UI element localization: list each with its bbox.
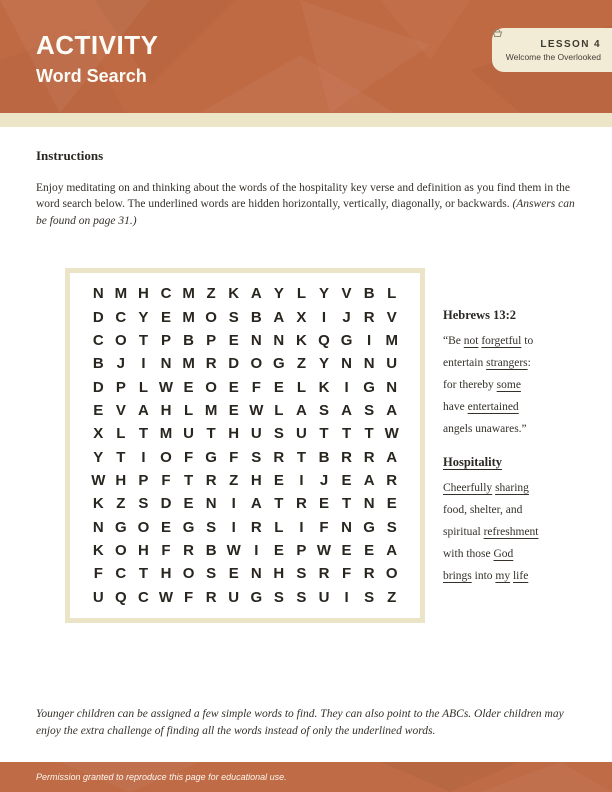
grid-letter: A [341,401,352,419]
grid-letter: R [296,495,307,513]
grid-letter: K [92,542,104,560]
grid-letter: T [138,425,148,443]
grid-letter: U [183,425,194,443]
grid-letter: T [183,472,194,490]
grid-letter: X [93,425,104,443]
grid-letter: M [182,285,195,303]
series-title: Welcome the Overlooked [505,51,601,62]
grid-letter: T [319,425,329,443]
grid-letter: B [363,285,375,303]
grid-letter: L [296,378,306,396]
grid-letter: N [273,331,285,349]
grid-letter: T [364,425,374,443]
text-line: with those God [443,548,514,560]
grid-letter: F [251,378,261,396]
grid-letter: A [250,285,262,303]
text-segment: (Answers can be found on page 31.) [36,198,575,228]
grid-letter: A [386,542,398,560]
grid-letter: S [138,495,149,513]
grid-letter: K [318,378,330,396]
grid-letter: E [318,495,329,513]
grid-letter: S [273,588,284,606]
grid-letter: N [205,495,217,513]
grid-letter: S [296,588,307,606]
grid-letter: E [386,495,397,513]
grid-letter: O [160,448,172,466]
grid-letter: S [228,308,239,326]
grid-letter: P [160,331,171,349]
grid-letter: Y [273,285,284,303]
grid-letter: T [296,448,306,466]
grid-letter: G [363,378,375,396]
grid-letter: M [159,425,173,443]
grid-letter: O [115,331,127,349]
grid-letter: I [321,308,327,326]
grid-letter: C [138,588,149,606]
grid-letter: F [161,542,171,560]
text-line: angels unawares.” [443,423,527,435]
grid-letter: N [250,565,262,583]
grid-letter: S [296,565,307,583]
grid-letter: R [273,448,285,466]
grid-letter: T [341,425,352,443]
grid-letter: V [115,401,126,419]
grid-letter: S [386,518,397,536]
grid-letter: E [228,378,239,396]
grid-letter: Y [93,448,104,466]
footnote: Younger children can be assigned a few simple words to find. They can also point to the ABCs. Older children may enjoy the extra challenge of finding all the words instead of only the underlined words. [36,707,564,737]
verse-heading: Hebrews 13:2 [443,308,517,322]
grid-letter: B [250,308,262,326]
grid-letter: T [138,565,148,583]
grid-letter: I [299,518,304,536]
grid-letter: I [299,472,304,490]
grid-letter: M [114,285,128,303]
grid-letter: P [206,331,217,349]
text-line: brings into my life [443,570,529,582]
grid-letter: R [386,472,398,490]
grid-letter: Q [115,588,127,606]
footer-bar [0,762,612,792]
grid-letter: O [205,308,217,326]
grid-letter: G [205,448,217,466]
grid-letter: K [228,285,240,303]
instructions-heading: Instructions [36,148,104,163]
grid-letter: R [205,472,217,490]
grid-letter: W [249,401,264,419]
grid-letter: F [341,565,352,583]
grid-letter: E [341,542,352,560]
grid-letter: I [254,542,259,560]
grid-letter: M [385,331,398,349]
grid-letter: N [341,518,352,536]
header-divider-strip [0,113,612,127]
grid-letter: R [363,308,375,326]
grid-letter: H [273,565,285,583]
text-line: “Be not forgetful to [443,335,534,347]
grid-letter: Y [318,285,329,303]
page-subtitle: Word Search [36,66,147,86]
grid-letter: N [363,495,375,513]
grid-letter: E [228,565,239,583]
grid-letter: Q [318,331,330,349]
grid-letter: I [141,448,146,466]
grid-letter: A [273,308,285,326]
grid-letter: H [138,285,149,303]
text-line: spiritual refreshment [443,526,539,538]
grid-letter: A [138,401,149,419]
grid-letter: B [183,331,194,349]
grid-letter: S [206,565,217,583]
instructions-body [36,180,583,231]
grid-letter: O [182,565,195,583]
grid-letter: S [206,518,217,536]
grid-letter: D [92,378,104,396]
grid-letter: O [385,565,398,583]
grid-letter: O [115,542,127,560]
grid-letter: H [160,401,172,419]
grid-letter: B [318,448,330,466]
sidebar [443,308,589,587]
lesson-badge [492,28,612,72]
grid-letter: A [386,401,398,419]
grid-letter: S [251,448,262,466]
grid-letter: X [296,308,307,326]
grid-letter: H [115,472,127,490]
grid-letter: E [364,542,375,560]
grid-letter: O [205,378,217,396]
grid-letter: L [387,285,397,303]
grid-letter: C [160,285,172,303]
grid-letter: U [318,588,330,606]
grid-letter: M [182,308,195,326]
text-line: food, shelter, and [443,504,523,516]
grid-letter: R [205,355,217,373]
grid-letter: R [205,588,217,606]
grid-letter: N [363,355,375,373]
text-line: for thereby some [443,379,521,391]
grid-letter: D [228,355,240,373]
text-segment: Enjoy meditating on and thinking about the words of the hospitality key verse and definition as you find them in the word search below. The underlined words are hidden horizontally, vertically, diagonally, or backwards. [36,181,571,211]
grid-letter: N [341,355,352,373]
grid-letter: T [116,448,126,466]
grid-letter: I [231,495,236,513]
grid-letter: U [250,425,262,443]
grid-letter: M [182,355,195,373]
grid-letter: Z [116,495,126,513]
grid-letter: C [115,565,127,583]
grid-letter: F [161,472,171,490]
lesson-number: LESSON 4 [540,38,601,50]
grid-letter: Y [138,308,149,326]
grid-letter: N [92,518,104,536]
grid-letter: L [274,518,284,536]
grid-letter: L [183,401,194,419]
grid-letter: T [206,425,216,443]
grid-letter: A [296,401,307,419]
grid-letter: C [92,331,104,349]
grid-letter: E [228,401,239,419]
grid-letter: V [341,285,352,303]
grid-letter: Z [296,355,306,373]
page-header [0,0,612,113]
grid-letter: P [115,378,126,396]
grid-letter: A [363,472,375,490]
grid-letter: L [274,401,284,419]
grid-letter: N [160,355,172,373]
grid-letter: W [158,378,174,396]
grid-letter: H [138,542,149,560]
grid-letter: Z [206,285,216,303]
grid-letter: E [160,518,171,536]
grid-letter: F [319,518,329,536]
grid-letter: I [231,518,236,536]
grid-letter: E [228,331,239,349]
grid-letter: E [160,308,171,326]
grid-letter: Y [318,355,329,373]
grid-letter: D [92,308,104,326]
grid-letter: S [364,588,375,606]
grid-letter: K [92,495,104,513]
grid-letter: C [115,308,127,326]
grid-letter: U [296,425,307,443]
grid-letter: S [318,401,329,419]
grid-letter: E [273,378,284,396]
grid-letter: U [92,588,104,606]
permission-text: Permission granted to reproduce this page for educational use. [36,772,287,782]
grid-letter: J [342,308,351,326]
grid-letter: M [204,401,218,419]
grid-letter: N [92,285,104,303]
word-search-grid [65,268,425,623]
grid-letter: H [250,472,262,490]
grid-letter: V [386,308,397,326]
grid-letter: W [158,588,174,606]
grid-letter: L [296,285,306,303]
grid-letter: A [386,448,398,466]
grid-letter: R [250,518,262,536]
grid-letter: J [116,355,126,373]
grid-letter: I [344,588,349,606]
grid-letter: E [183,378,194,396]
grid-letter: R [318,565,330,583]
grid-letter: S [364,401,375,419]
grid-letter: E [273,542,284,560]
grid-letter: E [93,401,104,419]
grid-letter: R [183,542,194,560]
grid-letter: G [182,518,195,536]
grid-letter: U [386,355,398,373]
grid-letter: R [363,565,375,583]
grid-letter: J [319,472,329,490]
grid-letter: F [93,565,103,583]
grid-letter: G [273,355,285,373]
grid-letter: P [138,472,149,490]
text-line: Cheerfully sharing [443,482,529,494]
grid-letter: E [273,472,284,490]
grid-letter: S [273,425,284,443]
grid-letter: Z [229,472,239,490]
grid-letter: H [228,425,240,443]
grid-letter: H [160,565,172,583]
grid-letter: W [91,472,106,490]
grid-letter: I [344,378,349,396]
page-title: ACTIVITY [36,30,159,60]
grid-letter: Z [387,588,397,606]
grid-letter: B [92,355,104,373]
grid-letter: B [205,542,217,560]
text-line: entertain strangers: [443,357,531,369]
definition-text [443,477,589,587]
grid-letter: O [250,355,263,373]
grid-letter: W [226,542,241,560]
grid-letter: G [363,518,375,536]
definition-heading: Hospitality [443,455,503,469]
grid-letter: W [384,425,399,443]
grid-letter: E [341,472,352,490]
grid-letter: K [296,331,307,349]
grid-letter: E [183,495,194,513]
grid-letter: G [340,331,353,349]
grid-letter: L [116,425,126,443]
grid-letter: D [160,495,172,513]
grid-letter: F [183,588,194,606]
grid-letter: R [341,448,352,466]
grid-letter: I [367,331,372,349]
grid-letter: P [296,542,307,560]
grid-letter: U [228,588,240,606]
grid-letter: F [229,448,239,466]
grid-letter: N [250,331,262,349]
grid-letter: G [115,518,127,536]
grid-letter: T [274,495,284,513]
grid-letter: N [386,378,398,396]
grid-letter: A [250,495,262,513]
verse-text [443,330,589,440]
grid-letter: T [341,495,352,513]
grid-letter: G [250,588,263,606]
grid-letter: O [137,518,150,536]
grid-letter: W [316,542,332,560]
grid-letter: T [138,331,148,349]
grid-letter: I [141,355,146,373]
text-line: have entertained [443,401,519,413]
grid-letter: F [183,448,194,466]
grid-letter: L [138,378,148,396]
grid-letter: R [363,448,375,466]
